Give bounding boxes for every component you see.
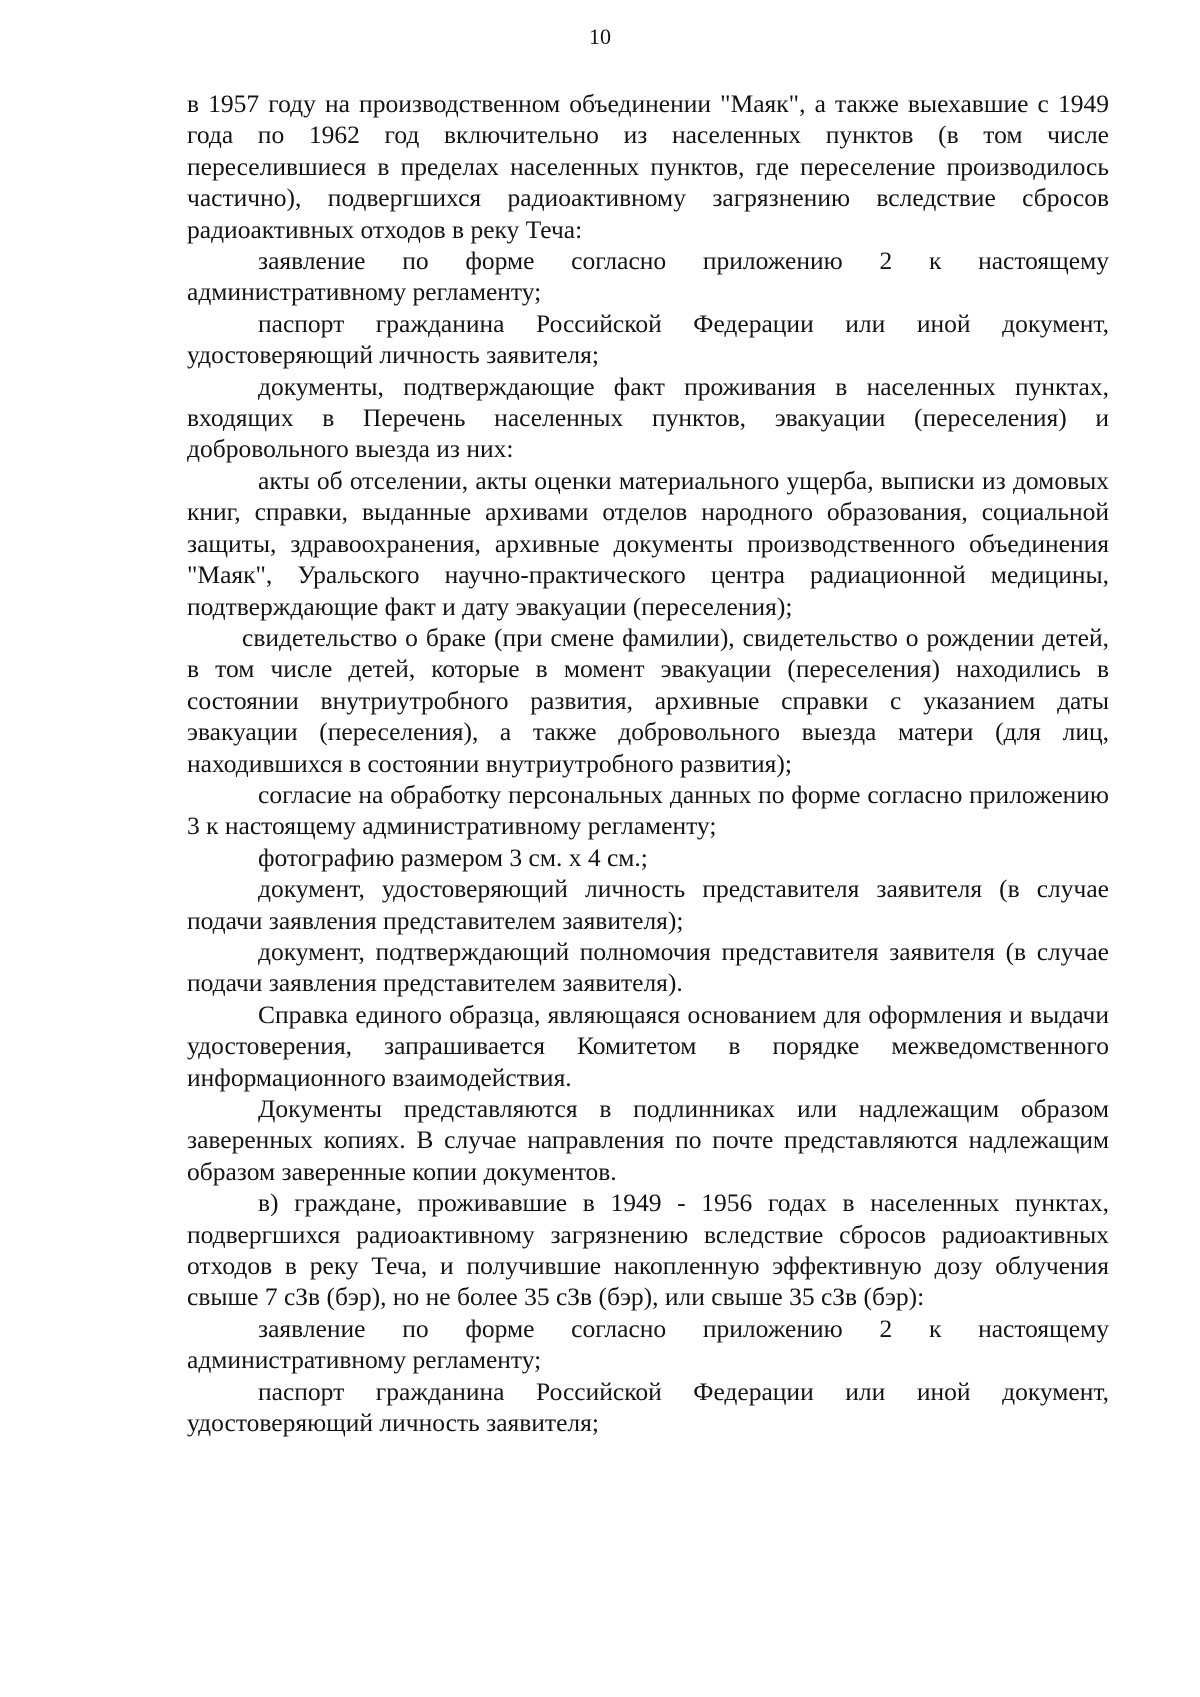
paragraph-application-form: заявление по форме согласно приложению 2 к настоящему административному регламенту; <box>187 246 1109 307</box>
paragraph-residence-documents: документы, подтверждающие факт проживания в населенных пунктах, входящих в Перечень населенных пунктов, эвакуации (переселения) и добровольного выезда из них: <box>187 371 1109 464</box>
paragraph-representative-authority: документ, подтверждающий полномочия представителя заявителя (в случае подачи заявления представителем заявителя). <box>187 936 1109 998</box>
paragraph-marriage-certificate: свидетельство о браке (при смене фамилии), свидетельство о рождении детей, в том числе детей, которые в момент эвакуации (переселения) находились в состоянии внутриутробного развития, архивные справки с указанием даты эвакуации (переселения), а также добровольного выезда матери (для лиц, находившихся в состоянии внутриутробного развития); <box>187 622 1109 778</box>
paragraph-certificate-request: Справка единого образца, являющаяся основанием для оформления и выдачи удостоверения, запрашивается Комитетом в порядке межведомственного информационного взаимодействия. <box>187 999 1109 1092</box>
page-number: 10 <box>589 24 611 49</box>
paragraph-section-v: в) граждане, проживавшие в 1949 - 1956 годах в населенных пунктах, подвергшихся радиоактивному загрязнению вследствие сбросов радиоактивных отходов в реку Теча, и получившие накопленную эффективную дозу облучения свыше 7 сЗв (бэр), но не более 35 сЗв (бэр), или свыше 35 сЗв (бэр): <box>187 1188 1109 1312</box>
paragraph-passport: паспорт гражданина Российской Федерации или иной документ, удостоверяющий личность заявителя; <box>187 308 1109 370</box>
paragraph-application-form-2: заявление по форме согласно приложению 2 к настоящему административному регламенту; <box>187 1313 1109 1375</box>
document-body <box>187 88 1109 1438</box>
paragraph-intro-continuation: в 1957 году на производственном объединении "Маяк", а также выехавшие с 1949 года по 1962 год включительно из населенных пунктов (в том числе переселившиеся в пределах населенных пунктов, где переселение производилось частично), подвергшихся радиоактивному загрязнению вследствие сбросов радиоактивных отходов в реку Теча: <box>187 89 1109 244</box>
paragraph-representative-identity: документ, удостоверяющий личность представителя заявителя (в случае подачи заявления представителем заявителя); <box>187 874 1109 935</box>
paragraph-document-copies: Документы представляются в подлинниках или надлежащим образом заверенных копиях. В случае направления по почте представляются надлежащим образом заверенные копии документов. <box>187 1094 1109 1186</box>
paragraph-personal-data-consent: согласие на обработку персональных данных по форме согласно приложению 3 к настоящему административному регламенту; <box>187 779 1109 841</box>
paragraph-photograph: фотографию размером 3 см. х 4 см.; <box>258 842 648 872</box>
paragraph-resettlement-acts: акты об отселении, акты оценки материального ущерба, выписки из домовых книг, справки, выданные архивами отделов народного образования, социальной защиты, здравоохранения, архивные документы производственного объединения "Маяк", Уральского научно-практического центра радиационной медицины, подтверждающие факт и дату эвакуации (переселения); <box>187 465 1109 621</box>
paragraph-passport-2: паспорт гражданина Российской Федерации или иной документ, удостоверяющий личность заявителя; <box>187 1376 1109 1438</box>
